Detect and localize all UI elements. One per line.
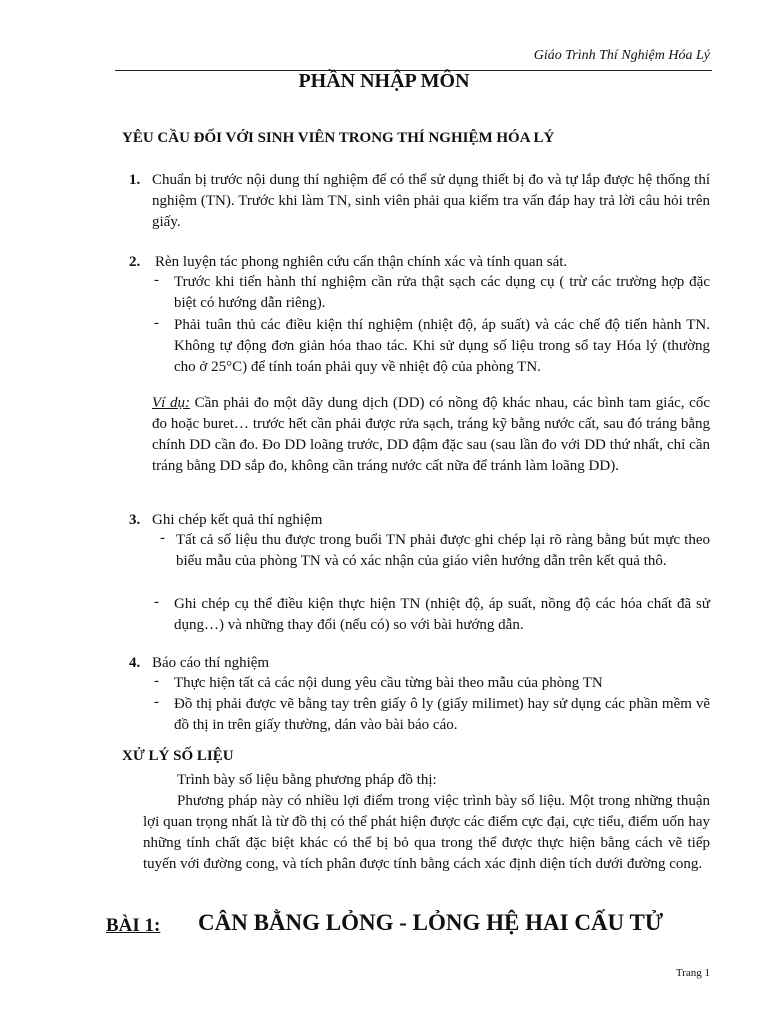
bullet-dash: - [154,272,159,288]
item-3-text: Ghi chép kết quả thí nghiệm [152,512,323,528]
bullet-dash: - [154,315,159,331]
example-paragraph [152,393,710,477]
item-1-text: Chuẩn bị trước nội dung thí nghiệm để có thể sử dụng thiết bị đo và tự lắp được hệ thống thí nghiệm (TN). Trước khi làm TN, sinh viên phải qua kiểm tra vấn đáp hay trả lời câu hỏi trên giấy. [152,172,710,230]
page-title: PHẦN NHẬP MÔN [298,70,470,92]
page-header [115,44,712,71]
item-2-bullet-2: Phải tuân thủ các điều kiện thí nghiệm (nhiệt độ, áp suất) và các chế độ tiến hành TN. Không tự động đơn giản hóa thao tác. Khi sử dụng số liệu trong sổ tay Hóa lý (thường cho ở 25°C) để tính toán phải quy về nhiệt độ của phòng TN. [174,317,710,375]
bullet-dash: - [154,673,159,689]
requirements-heading: YÊU CẦU ĐỐI VỚI SINH VIÊN TRONG THÍ NGHIỆM HÓA LÝ [122,130,555,146]
bullet-dash: - [154,694,159,710]
item-1-number: 1. [129,172,141,188]
item-2-text: Rèn luyện tác phong nghiên cứu cẩn thận chính xác và tính quan sát. [155,254,568,270]
example-label: Ví dụ: [152,395,190,411]
item-3-bullet-1: Tất cả số liệu thu được trong buổi TN phải được ghi chép lại rõ ràng bằng bút mực theo biểu mẫu của phòng TN và có xác nhận của giáo viên hướng dẫn trên kết quả thô. [176,532,710,569]
lesson-label: BÀI 1: [106,915,161,936]
item-3-bullet-2: Ghi chép cụ thể điều kiện thực hiện TN (nhiệt độ, áp suất, nồng độ các hóa chất đã sử dụng…) và những thay đổi (nếu có) so với bài hướng dẫn. [174,596,710,633]
bullet-dash: - [160,530,165,546]
header-title: Giáo Trình Thí Nghiệm Hóa Lý [533,48,710,63]
data-section-heading: XỬ LÝ SỐ LIỆU [122,748,234,764]
example-text: Cần phải đo một dãy dung dịch (DD) có nồng độ khác nhau, các bình tam giác, cốc đo hoặc buret… trước hết cần phải được rửa sạch, tráng kỹ bằng nước cất, sau đó tráng bằng chính DD cần đo. Đo DD loãng trước, DD đậm đặc sau (sau lần đo với DD thứ nhất, chỉ cần tráng bằng DD sắp đo, không cần tráng nước cất nữa để tránh làm loãng DD). [152,395,710,474]
item-3-number: 3. [129,512,141,528]
bullet-dash: - [154,594,159,610]
page-number: Trang 1 [675,967,710,979]
item-2-number: 2. [129,254,141,270]
data-section-paragraph: Phương pháp này có nhiều lợi điểm trong việc trình bày số liệu. Một trong những thuận lợi quan trọng nhất là từ đồ thị có thể phát hiện được các điểm cực đại, cực tiểu, điểm uốn hay những tính chất đặc biệt khác có thể bị bỏ qua trong thể được thực hiện bằng cách vẽ tiếp tuyến với đường cong, và tích phân được tính bằng cách xác định diện tích dưới đường cong. [143,793,710,872]
item-2-bullet-1: Trước khi tiến hành thí nghiệm cần rửa thật sạch các dụng cụ ( trừ các trường hợp đặc biệt có hướng dẫn riêng). [174,274,710,311]
item-4-text: Báo cáo thí nghiệm [152,655,270,671]
item-4-number: 4. [129,655,141,671]
lesson-title: CÂN BẰNG LỎNG - LỎNG HỆ HAI CẤU TỬ [198,910,664,935]
item-4-bullet-1: Thực hiện tất cả các nội dung yêu cầu từng bài theo mẫu của phòng TN [174,675,603,691]
item-4-bullet-2: Đồ thị phải được vẽ bằng tay trên giấy ô ly (giấy milimet) hay sử dụng các phần mềm vẽ đồ thị in trên giấy thường, dán vào bài báo cáo. [174,696,710,733]
data-section-line: Trình bày số liệu bằng phương pháp đồ thị: [177,772,437,788]
